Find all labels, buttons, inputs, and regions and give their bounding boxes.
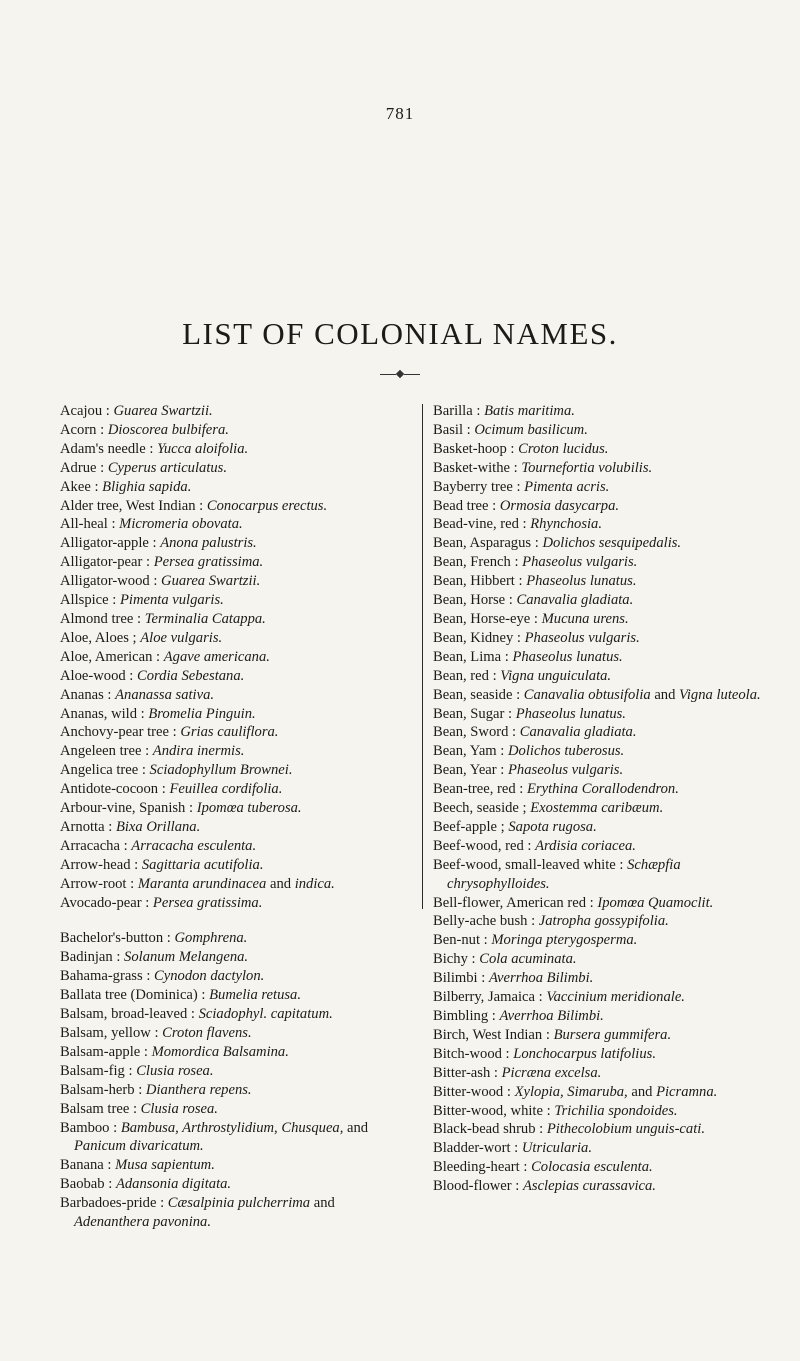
entry-scientific-name: Canavalia obtusifolia xyxy=(523,686,651,703)
left-column xyxy=(60,402,410,1232)
entry-common-name: Black-bead shrub : xyxy=(433,1121,547,1138)
diamond-icon xyxy=(396,370,404,378)
entry-scientific-name-alt: indica. xyxy=(294,875,335,892)
list-entry xyxy=(433,799,773,818)
entry-common-name: Balsam tree : xyxy=(60,1100,141,1117)
list-entry xyxy=(60,478,410,497)
entry-scientific-name: Sagittaria acutifolia. xyxy=(141,856,264,873)
entry-scientific-name: Phaseolus lunatus. xyxy=(526,573,637,590)
entry-common-name: Bahama-grass : xyxy=(60,968,155,985)
list-entry xyxy=(433,1026,773,1045)
list-entry xyxy=(60,837,410,856)
entry-scientific-name: Phaseolus lunatus. xyxy=(515,705,626,722)
list-entry xyxy=(433,761,773,780)
entry-scientific-name: Terminalia Catappa. xyxy=(144,610,266,627)
list-entry xyxy=(433,1045,773,1064)
list-entry xyxy=(60,742,410,761)
list-entry xyxy=(60,780,410,799)
entry-common-name: Anchovy-pear tree : xyxy=(60,724,181,741)
entry-scientific-name: Cynodon dactylon. xyxy=(154,968,265,985)
entry-scientific-name: Pimenta vulgaris. xyxy=(120,592,224,609)
entry-common-name: Beech, seaside ; xyxy=(433,800,531,817)
entry-connector: and xyxy=(627,1083,657,1100)
entry-scientific-name: Phaseolus vulgaris. xyxy=(522,554,638,571)
entry-common-name: Bilimbi : xyxy=(433,970,489,987)
list-entry xyxy=(433,1120,773,1139)
entry-connector: and xyxy=(266,875,295,892)
entry-scientific-name: Rhynchosia. xyxy=(530,516,603,533)
right-entry-group xyxy=(433,402,773,1196)
entry-common-name: Barbadoes-pride : xyxy=(60,1195,168,1212)
entry-scientific-name: Batis maritima. xyxy=(484,403,575,419)
list-entry xyxy=(60,1062,410,1081)
list-entry xyxy=(433,1158,773,1177)
list-entry xyxy=(60,1175,410,1194)
list-entry xyxy=(433,497,773,516)
entry-common-name: Aloe, American : xyxy=(60,648,164,665)
entry-scientific-name: Phaseolus vulgaris. xyxy=(508,762,624,779)
list-entry xyxy=(433,572,773,591)
entry-common-name: Almond tree : xyxy=(60,610,145,627)
list-entry xyxy=(433,440,773,459)
list-entry xyxy=(60,1194,410,1232)
entry-common-name: Bilberry, Jamaica : xyxy=(433,989,547,1006)
list-entry xyxy=(433,648,773,667)
entry-common-name: Belly-ache bush : xyxy=(433,913,539,930)
entry-common-name: Bean, Yam : xyxy=(433,743,508,760)
entry-common-name: Bean, Sword : xyxy=(433,724,520,741)
entry-scientific-name: Persea gratissima. xyxy=(152,894,263,911)
entry-connector: and xyxy=(650,686,680,703)
entry-common-name: Bayberry tree : xyxy=(433,478,525,495)
entry-common-name: Bimbling : xyxy=(433,1008,500,1024)
entry-common-name: Angelica tree : xyxy=(60,762,150,779)
entry-scientific-name: Asclepias curassavica. xyxy=(522,1178,656,1195)
entry-common-name: Bleeding-heart : xyxy=(433,1159,532,1176)
entry-common-name: Aloe, Aloes ; xyxy=(60,629,141,646)
entry-common-name: Bitter-wood, white : xyxy=(433,1102,555,1119)
entry-common-name: Bead tree : xyxy=(433,497,500,514)
entry-scientific-name: Cordia Sebestana. xyxy=(137,667,245,684)
list-entry xyxy=(433,856,773,894)
list-entry xyxy=(433,1064,773,1083)
entry-scientific-name: Andira inermis. xyxy=(152,743,245,760)
list-entry xyxy=(433,894,773,913)
entry-common-name: Bean, Year : xyxy=(433,762,508,779)
list-entry xyxy=(433,705,773,724)
entry-common-name: Bean, seaside : xyxy=(433,686,524,703)
entry-scientific-name-alt: Vigna luteola. xyxy=(679,686,761,703)
entry-scientific-name: Pithecolobium unguis-cati. xyxy=(546,1121,705,1138)
entry-scientific-name: Gomphrena. xyxy=(174,930,248,947)
list-entry xyxy=(60,799,410,818)
entry-common-name: Balsam-apple : xyxy=(60,1043,152,1060)
list-entry xyxy=(433,686,773,705)
entry-scientific-name: Xylopia, Simaruba, xyxy=(514,1083,628,1100)
entry-scientific-name: Dianthera repens. xyxy=(145,1081,252,1098)
group-spacer xyxy=(60,912,410,929)
entry-scientific-name: Ocimum basilicum. xyxy=(474,421,588,438)
entry-scientific-name: Dolichos tuberosus. xyxy=(508,743,625,760)
entry-common-name: Bean, Sugar : xyxy=(433,705,516,722)
title-ornament xyxy=(380,370,420,380)
list-entry xyxy=(60,402,410,421)
entry-scientific-name: Colocasia esculenta. xyxy=(531,1159,653,1176)
entry-scientific-name: Ardisia coriacea. xyxy=(535,837,636,854)
list-entry xyxy=(60,459,410,478)
entry-common-name: Acorn : xyxy=(60,421,108,438)
entry-common-name: Ananas, wild : xyxy=(60,705,149,722)
list-entry xyxy=(433,402,773,421)
entry-scientific-name: Maranta arundinacea xyxy=(137,875,267,892)
entry-common-name: Basil : xyxy=(433,421,475,438)
entry-scientific-name: Aloe vulgaris. xyxy=(140,629,223,646)
entry-common-name: Bean, Kidney : xyxy=(433,629,525,646)
entry-common-name: Avocado-pear : xyxy=(60,894,153,911)
ornament-line-left xyxy=(380,374,396,375)
entry-scientific-name: Momordica Balsamina. xyxy=(151,1043,289,1060)
list-entry xyxy=(60,553,410,572)
list-entry xyxy=(433,667,773,686)
entry-common-name: Birch, West Indian : xyxy=(433,1026,554,1043)
entry-scientific-name: Ipomœa Quamoclit. xyxy=(597,894,714,911)
entry-scientific-name: Moringa pterygosperma. xyxy=(491,932,638,949)
entry-common-name: Balsam-herb : xyxy=(60,1081,146,1098)
list-entry xyxy=(60,591,410,610)
entry-scientific-name: Sciadophyl. capitatum. xyxy=(198,1006,333,1023)
entry-scientific-name: Jatropha gossypifolia. xyxy=(538,913,669,930)
entry-scientific-name: Musa sapientum. xyxy=(115,1157,215,1174)
entry-scientific-name: Cola acuminata. xyxy=(479,951,577,968)
entry-common-name: Balsam, yellow : xyxy=(60,1025,163,1041)
list-entry xyxy=(433,1139,773,1158)
list-entry xyxy=(433,1102,773,1121)
entry-scientific-name: Clusia rosea. xyxy=(140,1100,218,1117)
entry-scientific-name: Phaseolus lunatus. xyxy=(512,648,623,665)
ornament-line-right xyxy=(404,374,420,375)
entry-common-name: Beef-wood, red : xyxy=(433,837,536,854)
list-entry xyxy=(433,421,773,440)
entry-scientific-name: Tournefortia volubilis. xyxy=(521,459,653,476)
list-entry xyxy=(60,894,410,913)
list-entry xyxy=(60,856,410,875)
entry-common-name: Alder tree, West Indian : xyxy=(60,497,207,514)
entry-scientific-name: Persea gratissima. xyxy=(153,554,264,571)
entry-common-name: Arbour-vine, Spanish : xyxy=(60,800,197,817)
entry-scientific-name: Grias cauliflora. xyxy=(180,724,279,741)
entry-common-name: Bean-tree, red : xyxy=(433,781,527,798)
list-entry xyxy=(433,950,773,969)
entry-common-name: Barilla : xyxy=(433,403,485,419)
list-entry xyxy=(433,818,773,837)
list-entry xyxy=(60,875,410,894)
list-entry xyxy=(60,648,410,667)
entry-scientific-name: Ormosia dasycarpa. xyxy=(499,497,620,514)
entry-scientific-name: Utricularia. xyxy=(521,1140,593,1157)
entry-scientific-name: Pimenta acris. xyxy=(524,478,610,495)
entry-scientific-name: Schæpfia chrysophylloides. xyxy=(447,856,681,892)
list-entry xyxy=(60,629,410,648)
right-column xyxy=(433,402,773,1196)
entry-scientific-name: Bursera gummifera. xyxy=(553,1026,672,1043)
entry-common-name: Bichy : xyxy=(433,951,480,968)
list-entry xyxy=(433,988,773,1007)
entry-connector: and xyxy=(310,1195,335,1212)
page-number: 781 xyxy=(385,104,415,123)
list-entry xyxy=(60,761,410,780)
entry-common-name: Bitch-wood : xyxy=(433,1045,514,1062)
entry-scientific-name: Sapota rugosa. xyxy=(508,818,597,835)
list-entry xyxy=(433,459,773,478)
list-entry xyxy=(433,610,773,629)
entry-scientific-name: Adansonia digitata. xyxy=(115,1176,232,1193)
entry-scientific-name: Feuillea cordifolia. xyxy=(169,781,283,798)
entry-scientific-name: Guarea Swartzii. xyxy=(161,573,261,590)
list-entry xyxy=(60,1043,410,1062)
list-entry xyxy=(433,837,773,856)
entry-common-name: Beef-wood, small-leaved white : xyxy=(433,856,628,873)
entry-common-name: Balsam, broad-leaved : xyxy=(60,1006,199,1023)
list-entry xyxy=(433,515,773,534)
entry-scientific-name: Arracacha esculenta. xyxy=(131,837,257,854)
list-entry xyxy=(433,742,773,761)
entry-common-name: Alligator-pear : xyxy=(60,554,154,571)
entry-common-name: Adam's needle : xyxy=(60,440,158,457)
entry-common-name: Badinjan : xyxy=(60,949,125,966)
entry-common-name: Arracacha : xyxy=(60,837,132,854)
entry-common-name: Alligator-apple : xyxy=(60,535,161,552)
list-entry xyxy=(60,515,410,534)
entry-common-name: Akee : xyxy=(60,478,103,495)
entry-common-name: Bean, Lima : xyxy=(433,648,513,665)
list-entry xyxy=(60,948,410,967)
entry-scientific-name: Dolichos sesquipedalis. xyxy=(542,535,682,552)
entry-common-name: Acajou : xyxy=(60,403,114,419)
entry-scientific-name: Picræna excelsa. xyxy=(501,1064,602,1081)
entry-scientific-name: Bumelia retusa. xyxy=(209,987,301,1004)
entry-common-name: Bitter-ash : xyxy=(433,1064,502,1081)
entry-scientific-name: Lonchocarpus latifolius. xyxy=(513,1045,656,1062)
list-entry xyxy=(433,1083,773,1102)
list-entry xyxy=(60,1081,410,1100)
entry-common-name: Banana : xyxy=(60,1157,116,1174)
entry-common-name: Ballata tree (Dominica) : xyxy=(60,987,210,1004)
entry-common-name: Bladder-wort : xyxy=(433,1140,522,1157)
list-entry xyxy=(60,440,410,459)
list-entry xyxy=(60,929,410,948)
entry-scientific-name: Yucca aloifolia. xyxy=(157,440,249,457)
entry-scientific-name: Bambusa, Arthrostylidium, Chusquea, xyxy=(120,1119,344,1136)
entry-common-name: Blood-flower : xyxy=(433,1178,523,1195)
entry-scientific-name: Canavalia gladiata. xyxy=(519,724,637,741)
entry-common-name: Basket-withe : xyxy=(433,459,522,476)
entry-common-name: Aloe-wood : xyxy=(60,667,138,684)
entry-scientific-name: Exostemma caribæum. xyxy=(530,800,664,817)
list-entry xyxy=(433,969,773,988)
entry-scientific-name: Guarea Swartzii. xyxy=(113,403,213,419)
entry-common-name: Alligator-wood : xyxy=(60,573,162,590)
list-entry xyxy=(433,629,773,648)
list-entry xyxy=(433,591,773,610)
entry-common-name: Bean, Horse-eye : xyxy=(433,610,542,627)
entry-scientific-name-alt: Adenanthera pavonina. xyxy=(74,1214,211,1231)
list-entry xyxy=(60,1024,410,1043)
entry-scientific-name: Mucuna urens. xyxy=(541,610,629,627)
entry-common-name: Bead-vine, red : xyxy=(433,516,531,533)
entry-common-name: Bachelor's-button : xyxy=(60,930,175,947)
entry-scientific-name: Clusia rosea. xyxy=(136,1062,214,1079)
list-entry xyxy=(433,1177,773,1196)
entry-scientific-name: Anona palustris. xyxy=(160,535,257,552)
list-entry xyxy=(60,534,410,553)
entry-scientific-name: Micromeria obovata. xyxy=(119,516,243,533)
entry-common-name: Bamboo : xyxy=(60,1119,121,1136)
entry-common-name: Angeleen tree : xyxy=(60,743,153,760)
entry-connector: and xyxy=(343,1119,369,1136)
entry-scientific-name-alt: Panicum divaricatum. xyxy=(74,1138,204,1155)
entry-scientific-name: Canavalia gladiata. xyxy=(516,592,634,609)
page-title: LIST OF COLONIAL NAMES. xyxy=(182,316,618,351)
entry-common-name: Bean, Hibbert : xyxy=(433,573,527,590)
entry-scientific-name: Averrhoa Bilimbi. xyxy=(499,1008,604,1024)
entry-scientific-name: Vigna unguiculata. xyxy=(500,667,612,684)
entry-common-name: Bean, Horse : xyxy=(433,592,517,609)
entry-common-name: Allspice : xyxy=(60,592,120,609)
list-entry xyxy=(60,686,410,705)
entry-scientific-name: Sciadophyllum Brownei. xyxy=(149,762,293,779)
entry-common-name: Beef-apple ; xyxy=(433,818,509,835)
list-entry xyxy=(60,1005,410,1024)
list-entry xyxy=(433,912,773,931)
list-entry xyxy=(60,610,410,629)
entry-scientific-name: Agave americana. xyxy=(163,648,270,665)
list-entry xyxy=(433,1007,773,1026)
list-entry xyxy=(60,572,410,591)
list-entry xyxy=(433,553,773,572)
entry-common-name: Baobab : xyxy=(60,1176,116,1193)
entry-common-name: Arrow-root : xyxy=(60,875,138,892)
entry-scientific-name: Solanum Melangena. xyxy=(124,949,249,966)
list-entry xyxy=(60,1156,410,1175)
list-entry xyxy=(60,667,410,686)
list-entry xyxy=(60,967,410,986)
entry-common-name: Antidote-cocoon : xyxy=(60,781,170,798)
list-entry xyxy=(433,723,773,742)
list-entry xyxy=(60,818,410,837)
list-entry xyxy=(433,931,773,950)
list-entry xyxy=(433,780,773,799)
entry-common-name: Bitter-wood : xyxy=(433,1083,515,1100)
entry-common-name: Ananas : xyxy=(60,686,116,703)
entry-common-name: Adrue : xyxy=(60,459,108,476)
entry-scientific-name: Vaccinium meridionale. xyxy=(546,989,685,1006)
entry-scientific-name: Trichilia spondoides. xyxy=(554,1102,678,1119)
list-entry xyxy=(433,478,773,497)
entry-scientific-name: Bromelia Pinguin. xyxy=(148,705,256,722)
left-entry-group-b xyxy=(60,929,410,1232)
entry-common-name: Bean, Asparagus : xyxy=(433,535,543,552)
entry-common-name: Arnotta : xyxy=(60,818,116,835)
list-entry xyxy=(60,723,410,742)
entry-scientific-name: Croton flavens. xyxy=(162,1025,252,1041)
entry-scientific-name: Cæsalpinia pulcherrima xyxy=(167,1195,311,1212)
list-entry xyxy=(60,497,410,516)
column-divider xyxy=(422,404,423,909)
entry-common-name: Balsam-fig : xyxy=(60,1062,137,1079)
entry-scientific-name: Ananassa sativa. xyxy=(115,686,215,703)
list-entry xyxy=(433,534,773,553)
entry-scientific-name: Erythina Corallodendron. xyxy=(527,781,679,798)
left-entry-group-a xyxy=(60,402,410,912)
list-entry xyxy=(60,986,410,1005)
entry-scientific-name: Blighia sapida. xyxy=(102,478,192,495)
list-entry xyxy=(60,421,410,440)
entry-common-name: Ben-nut : xyxy=(433,932,492,949)
entry-common-name: Basket-hoop : xyxy=(433,440,519,457)
list-entry xyxy=(60,705,410,724)
entry-scientific-name: Dioscorea bulbifera. xyxy=(107,421,229,438)
entry-scientific-name: Phaseolus vulgaris. xyxy=(524,629,640,646)
entry-scientific-name: Croton lucidus. xyxy=(518,440,609,457)
entry-scientific-name-alt: Picramna. xyxy=(656,1083,718,1100)
entry-common-name: All-heal : xyxy=(60,516,120,533)
entry-scientific-name: Ipomœa tuberosa. xyxy=(196,800,302,817)
entry-common-name: Arrow-head : xyxy=(60,856,142,873)
list-entry xyxy=(60,1119,410,1157)
entry-scientific-name: Cyperus articulatus. xyxy=(107,459,228,476)
entry-scientific-name: Bixa Orillana. xyxy=(115,818,201,835)
list-entry xyxy=(60,1100,410,1119)
entry-common-name: Bean, red : xyxy=(433,667,501,684)
entry-scientific-name: Averrhoa Bilimbi. xyxy=(488,970,594,987)
entry-common-name: Bean, French : xyxy=(433,554,523,571)
entry-scientific-name: Conocarpus erectus. xyxy=(206,497,328,514)
entry-common-name: Bell-flower, American red : xyxy=(433,894,598,911)
